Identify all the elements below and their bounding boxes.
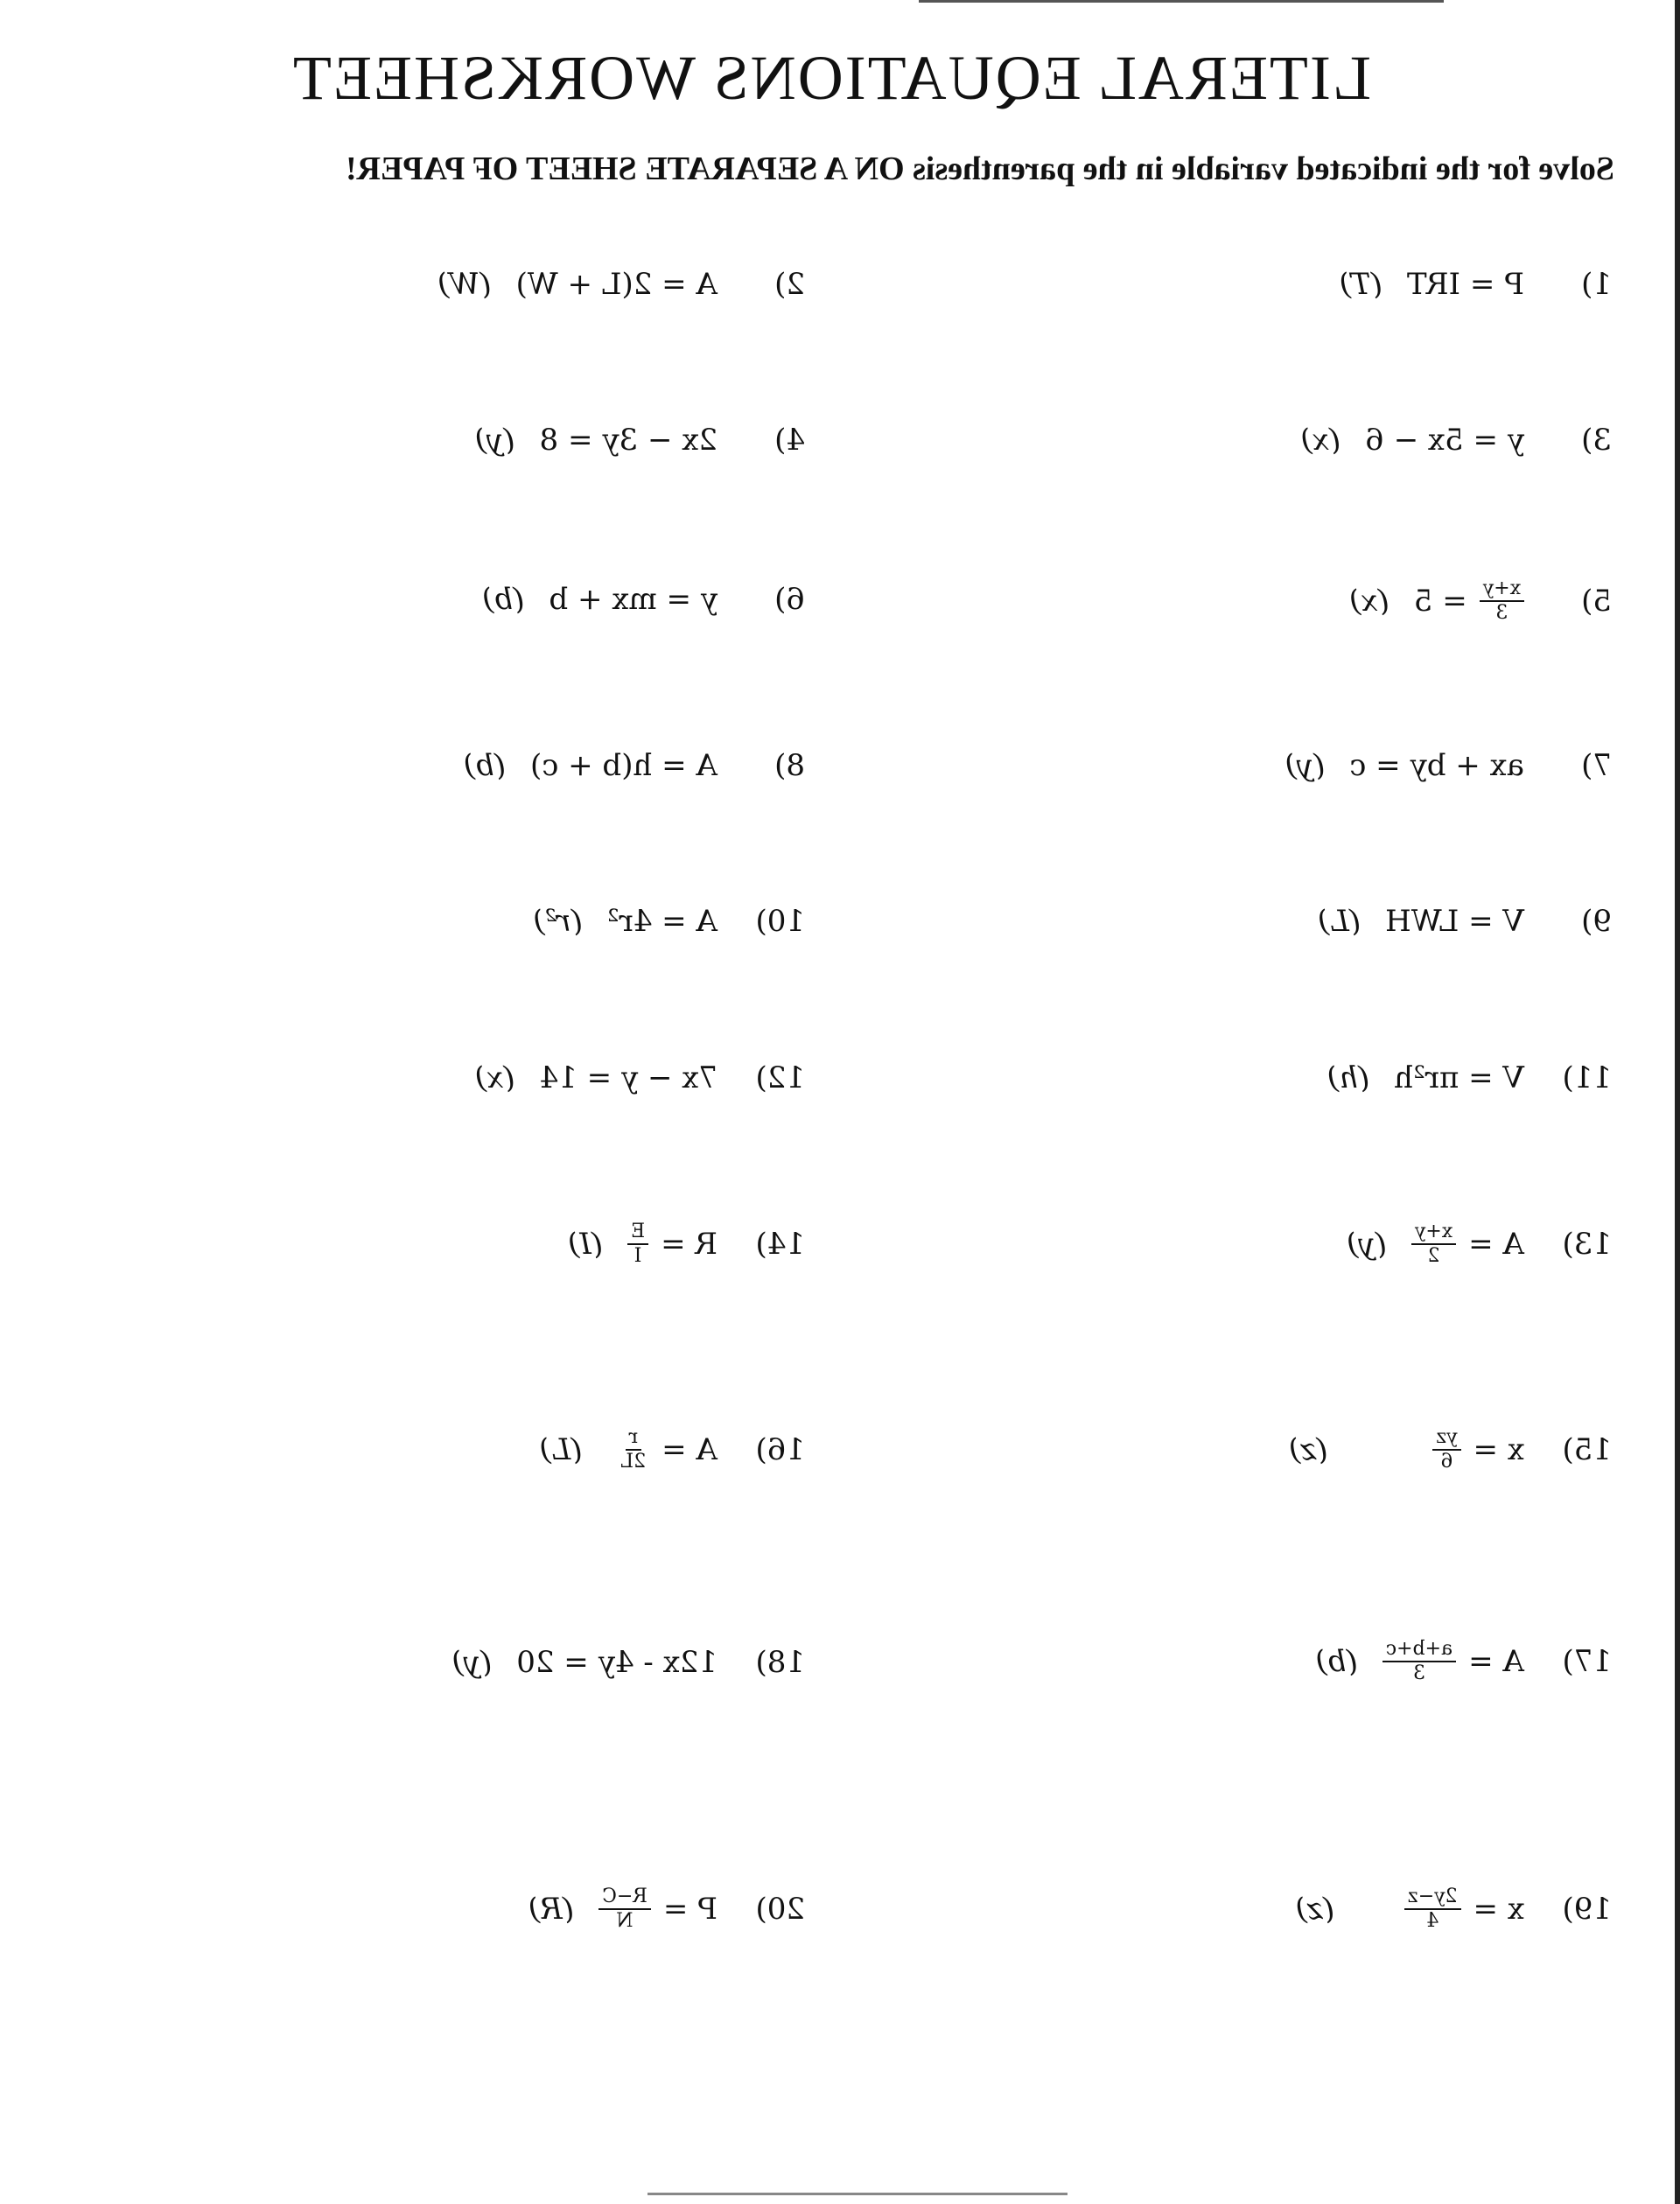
fraction — [1432, 1426, 1460, 1473]
solve-variable: (R) — [528, 1892, 574, 1927]
denominator: N — [616, 1910, 634, 1932]
fraction — [1382, 1638, 1456, 1685]
problem-number: 18) — [755, 1645, 805, 1680]
equation-rhs: = 5 — [1413, 584, 1467, 619]
equation-lhs: A = — [1468, 1644, 1524, 1679]
solve-variable: (b) — [1315, 1644, 1358, 1679]
equation-lhs: A = — [662, 1432, 718, 1467]
numerator: 2y−z — [1404, 1886, 1460, 1910]
problem-10 — [533, 904, 805, 939]
equation: ax + by = c — [1349, 748, 1524, 783]
problem-number: 5) — [1581, 584, 1612, 619]
equation: A = h(b + c) — [530, 748, 718, 783]
equation — [1432, 1426, 1524, 1473]
problem-5 — [1349, 577, 1612, 625]
problem-12 — [475, 1060, 805, 1095]
solve-variable: (z) — [1295, 1892, 1335, 1927]
equation: 2x − 3y = 8 — [539, 423, 718, 458]
fraction — [598, 1886, 651, 1933]
numerator: x+y — [1480, 577, 1524, 602]
equation-lhs: R = — [661, 1227, 718, 1262]
problem-number: 2) — [774, 267, 805, 302]
problem-number: 12) — [755, 1060, 805, 1095]
denominator: 6 — [1440, 1451, 1453, 1473]
equation: P = IRT — [1406, 267, 1524, 302]
solve-variable: (L) — [1318, 904, 1362, 939]
problem-number: 13) — [1562, 1227, 1612, 1262]
numerator: r — [626, 1426, 642, 1451]
problem-number: 9) — [1581, 904, 1612, 939]
numerator: a+b+c — [1382, 1638, 1456, 1662]
problem-8 — [464, 748, 805, 783]
problem-number: 4) — [774, 423, 805, 458]
problem-number: 1) — [1581, 267, 1612, 302]
problem-15 — [1289, 1426, 1612, 1473]
equation — [598, 1886, 718, 1933]
problem-number: 8) — [774, 748, 805, 783]
equation-lhs: x = — [1473, 1432, 1524, 1467]
problem-6 — [482, 582, 805, 617]
solve-variable: (z) — [1289, 1432, 1328, 1467]
solve-variable: (y) — [1284, 748, 1326, 783]
equation — [1382, 1638, 1524, 1685]
fraction — [618, 1426, 650, 1473]
numerator: yz — [1432, 1426, 1460, 1451]
solve-variable: (y) — [452, 1645, 493, 1680]
problem-number: 17) — [1562, 1644, 1612, 1679]
problem-11 — [1327, 1060, 1612, 1095]
solve-variable: (y) — [474, 423, 515, 458]
problem-number: 10) — [755, 904, 805, 939]
fraction — [627, 1221, 648, 1268]
problem-20 — [528, 1886, 805, 1933]
solve-variable: (x) — [1349, 584, 1390, 619]
problem-13 — [1347, 1221, 1612, 1268]
scan-edge — [1675, 0, 1680, 2204]
problem-18 — [452, 1645, 806, 1680]
solve-variable: (y) — [1347, 1227, 1387, 1262]
equation — [1411, 1221, 1524, 1268]
numerator: x+y — [1411, 1221, 1456, 1245]
denominator: 3 — [1495, 602, 1508, 624]
problem-number: 11) — [1562, 1060, 1612, 1095]
problem-2 — [438, 267, 805, 302]
solve-variable: (h) — [1326, 1060, 1370, 1095]
page-title: LITERAL EQUATIONS WORKSHEET — [291, 43, 1371, 113]
solve-variable: (b) — [482, 582, 525, 617]
problem-3 — [1300, 423, 1612, 458]
problem-number: 6) — [774, 582, 805, 617]
problem-number: 19) — [1562, 1892, 1612, 1927]
numerator: R−C — [598, 1886, 651, 1910]
solve-variable: (L) — [539, 1432, 583, 1467]
equation-lhs: x = — [1473, 1892, 1524, 1927]
problem-number: 14) — [755, 1227, 805, 1262]
equation: A = 4r² — [606, 904, 718, 939]
problem-4 — [475, 423, 805, 458]
problem-number: 20) — [755, 1892, 805, 1927]
solve-variable: (W) — [438, 267, 492, 302]
equation — [1414, 577, 1524, 625]
solve-variable: (r²) — [533, 904, 583, 939]
equation: 12x - 4y = 20 — [516, 1645, 718, 1680]
fraction — [1411, 1221, 1456, 1268]
equation — [1404, 1886, 1524, 1933]
equation: V = LWH — [1385, 904, 1524, 939]
solve-variable: (x) — [474, 1060, 515, 1095]
problem-7 — [1285, 748, 1612, 783]
denominator: 3 — [1412, 1662, 1425, 1684]
equation: y = 5x − 6 — [1365, 423, 1524, 458]
equation — [627, 1221, 718, 1268]
instructions: Solve for the indicated variable in the parenthesis ON A SEPARATE SHEET OF PAPER! — [345, 150, 1614, 187]
problem-1 — [1340, 267, 1612, 302]
equation: A = 2(L + W) — [515, 267, 718, 302]
solve-variable: (T) — [1339, 267, 1382, 302]
problem-number: 15) — [1562, 1432, 1612, 1467]
problem-16 — [539, 1426, 805, 1473]
problem-14 — [568, 1221, 805, 1268]
problem-number: 3) — [1581, 423, 1612, 458]
fraction — [1480, 577, 1524, 625]
denominator: 2L — [620, 1451, 647, 1473]
top-rule — [919, 0, 1444, 3]
problem-number: 7) — [1581, 748, 1612, 783]
problem-19 — [1296, 1886, 1612, 1933]
bottom-rule — [648, 2193, 1068, 2195]
solve-variable: (x) — [1300, 423, 1341, 458]
denominator: 4 — [1426, 1910, 1439, 1932]
equation — [618, 1426, 718, 1473]
equation: V = πr²h — [1394, 1060, 1524, 1095]
denominator: I — [634, 1245, 642, 1267]
equation-lhs: P = — [662, 1892, 718, 1927]
problem-17 — [1315, 1638, 1612, 1685]
equation-lhs: A = — [1468, 1227, 1524, 1262]
fraction — [1404, 1886, 1460, 1933]
problem-number: 16) — [755, 1432, 805, 1467]
problem-9 — [1318, 904, 1612, 939]
numerator: E — [627, 1221, 648, 1245]
equation: y = mx + b — [549, 582, 718, 617]
denominator: 2 — [1427, 1245, 1440, 1267]
solve-variable: (I) — [568, 1227, 604, 1262]
solve-variable: (b) — [463, 748, 506, 783]
equation: 7x − y = 14 — [539, 1060, 718, 1095]
